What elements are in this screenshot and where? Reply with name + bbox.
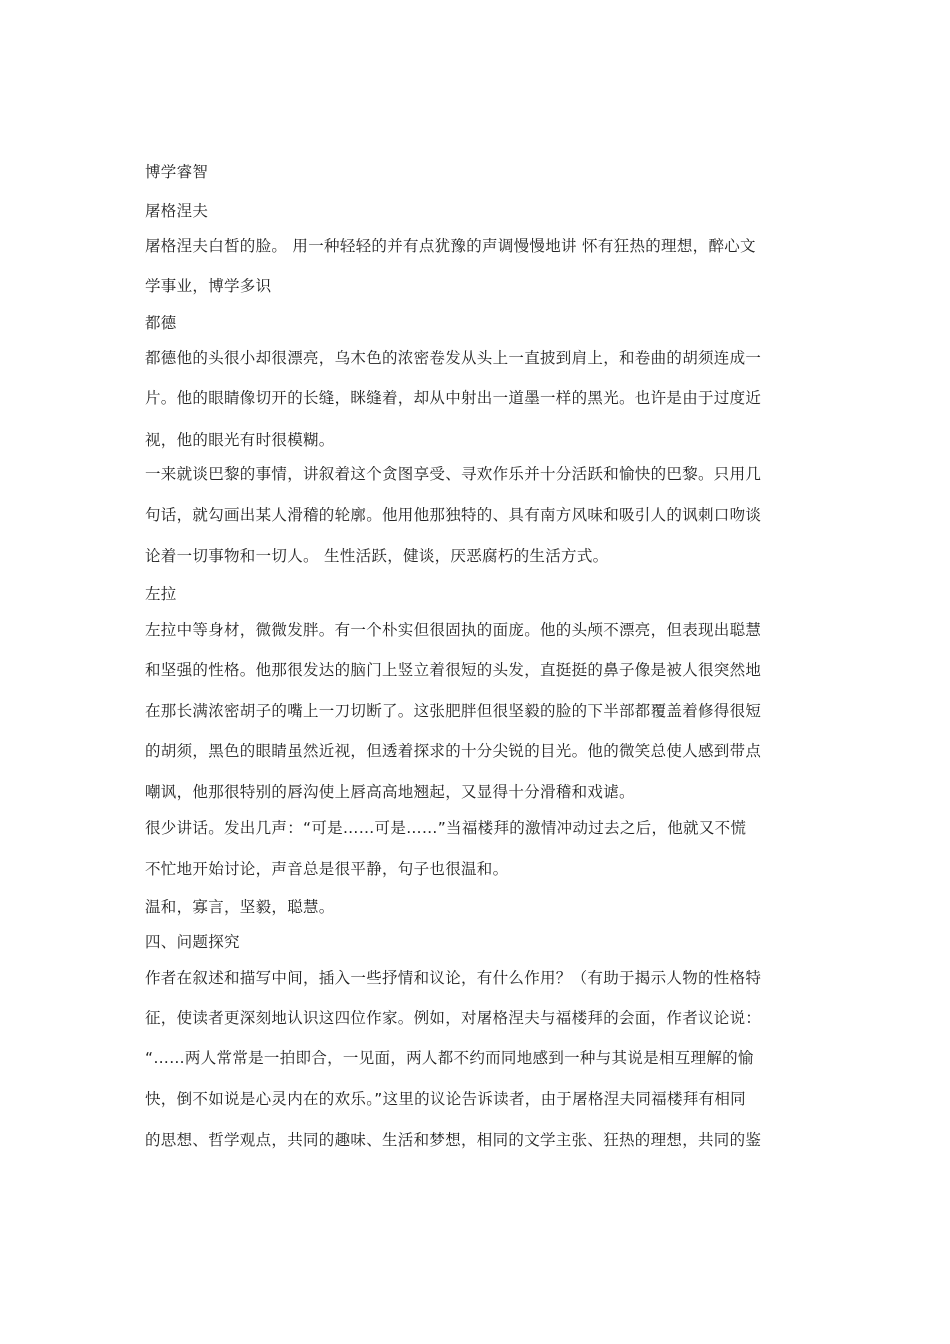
- paragraph-line: 的胡须，黑色的眼睛虽然近视，但透着探求的十分尖锐的目光。他的微笑总使人感到带点: [145, 742, 762, 760]
- paragraph-line: 学事业，博学多识: [145, 277, 272, 295]
- paragraph-line: 的思想、哲学观点，共同的趣味、生活和梦想，相同的文学主张、狂热的理想，共同的鉴: [145, 1131, 762, 1149]
- paragraph-line: 在那长满浓密胡子的嘴上一刀切断了。这张肥胖但很坚毅的脸的下半部都覆盖着修得很短: [145, 702, 762, 720]
- paragraph-line: 一来就谈巴黎的事情，讲叙着这个贪图享受、寻欢作乐并十分活跃和愉快的巴黎。只用几: [145, 465, 762, 483]
- paragraph-line: 征，使读者更深刻地认识这四位作家。例如，对屠格涅夫与福楼拜的会面，作者议论说：: [145, 1009, 762, 1027]
- section-heading: 博学睿智: [145, 163, 209, 181]
- paragraph-line: 左拉中等身材，微微发胖。有一个朴实但很固执的面庞。他的头颅不漂亮，但表现出聪慧: [145, 621, 762, 639]
- paragraph-line: 嘲讽，他那很特别的唇沟使上唇高高地翘起，又显得十分滑稽和戏谑。: [145, 783, 635, 801]
- section-heading-inquiry: 四、问题探究: [145, 933, 240, 951]
- paragraph-line: 很少讲话。发出几声：“可是……可是……”当福楼拜的激情冲动过去之后，他就又不慌: [145, 819, 747, 837]
- paragraph-line: “……两人常常是一拍即合，一见面，两人都不约而同地感到一种与其说是相互理解的愉: [145, 1049, 754, 1067]
- paragraph-line: 屠格涅夫白皙的脸。 用一种轻轻的并有点犹豫的声调慢慢地讲 怀有狂热的理想，醉心文: [145, 237, 756, 255]
- character-heading-daudet: 都德: [145, 314, 177, 332]
- paragraph-line: 和坚强的性格。他那很发达的脑门上竖立着很短的头发，直挺挺的鼻子像是被人很突然地: [145, 661, 762, 679]
- paragraph-line: 温和，寡言，坚毅，聪慧。: [145, 898, 335, 916]
- paragraph-line: 快，倒不如说是心灵内在的欢乐。”这里的议论告诉读者，由于屠格涅夫同福楼拜有相同: [145, 1090, 746, 1108]
- paragraph-line: 片。他的眼睛像切开的长缝，眯缝着，却从中射出一道墨一样的黑光。也许是由于过度近: [145, 389, 762, 407]
- paragraph-line: 论着一切事物和一切人。 生性活跃，健谈，厌恶腐朽的生活方式。: [145, 547, 609, 565]
- paragraph-line: 不忙地开始讨论，声音总是很平静，句子也很温和。: [145, 860, 509, 878]
- paragraph-line: 作者在叙述和描写中间，插入一些抒情和议论，有什么作用？（有助于揭示人物的性格特: [145, 969, 762, 987]
- character-heading-turgenev: 屠格涅夫: [145, 202, 209, 220]
- paragraph-line: 视，他的眼光有时很模糊。: [145, 431, 335, 449]
- paragraph-line: 都德他的头很小却很漂亮，乌木色的浓密卷发从头上一直披到肩上，和卷曲的胡须连成一: [145, 349, 762, 367]
- paragraph-line: 句话，就勾画出某人滑稽的轮廓。他用他那独特的、具有南方风味和吸引人的讽刺口吻谈: [145, 506, 762, 524]
- character-heading-zola: 左拉: [145, 585, 177, 603]
